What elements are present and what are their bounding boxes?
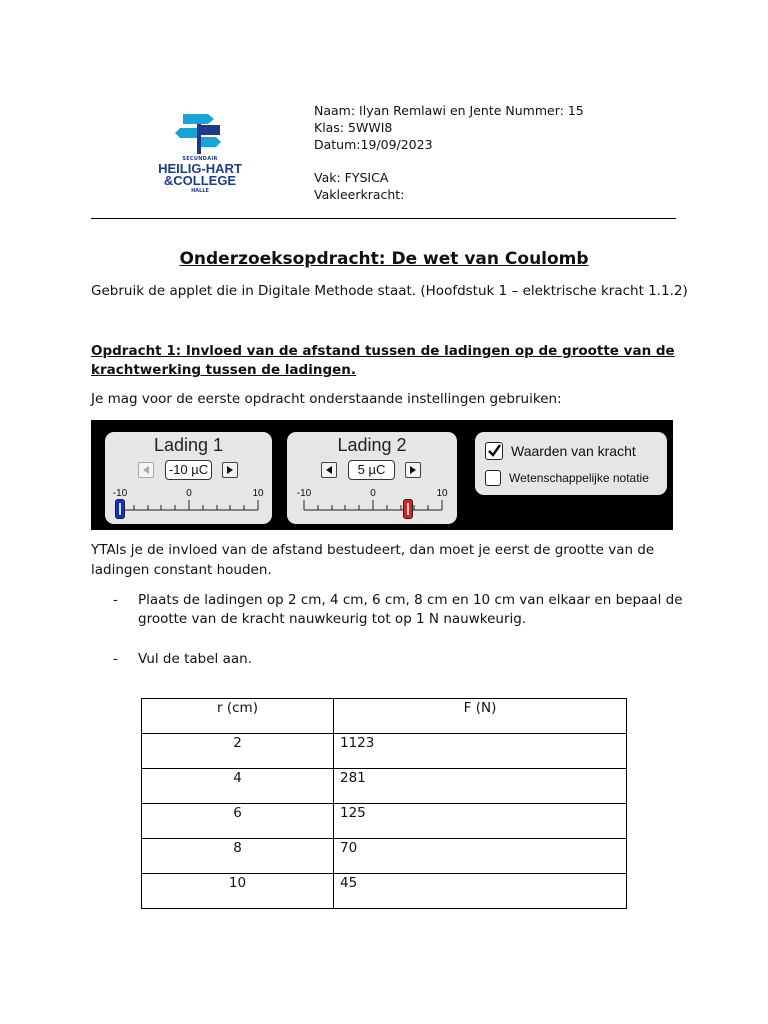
charge2-decrease-button[interactable]: [321, 462, 337, 478]
arrow-left-icon: [139, 463, 153, 477]
header-subject-line: Vak: FYSICA: [314, 170, 389, 185]
cell-f: 281: [334, 769, 627, 804]
cell-f: 125: [334, 804, 627, 839]
cell-r: 4: [142, 769, 334, 804]
force-values-label: Waarden van kracht: [511, 443, 636, 459]
header-class-line: Klas: 5WWI8: [314, 120, 393, 135]
applet-settings-image: [91, 420, 673, 530]
header-name-line: Naam: Ilyan Remlawi en Jente Nummer: 15: [314, 103, 584, 118]
cell-f: 45: [334, 874, 627, 909]
charge1-slider-track[interactable]: [115, 500, 265, 512]
cell-r: 2: [142, 734, 334, 769]
cell-r: 10: [142, 874, 334, 909]
table-row: [142, 734, 627, 769]
intro-text: Gebruik de applet die in Digitale Methode staat. (Hoofdstuk 1 – elektrische kracht 1.1.2): [91, 283, 688, 299]
charge1-slider-knob[interactable]: [115, 499, 125, 519]
assignment-heading-line1: Opdracht 1: Invloed van de afstand tussen de ladingen op de grootte van de: [91, 343, 675, 359]
cell-r: 8: [142, 839, 334, 874]
table-row: [142, 804, 627, 839]
header-divider: [91, 218, 676, 219]
charge2-max-label: 10: [436, 488, 448, 499]
charge2-panel: [287, 432, 457, 524]
options-panel: [475, 432, 667, 495]
school-logo: [150, 108, 250, 200]
charge2-min-label: -10: [296, 488, 312, 499]
arrow-right-icon: [223, 463, 237, 477]
charge1-title: Lading 1: [153, 435, 224, 455]
logo-line-heilig-hart: HEILIG-HART: [158, 161, 242, 176]
option-force-values[interactable]: [485, 442, 636, 460]
charge2-slider-track[interactable]: [299, 500, 449, 512]
charge2-slider-knob[interactable]: [403, 499, 413, 519]
cell-r: 6: [142, 804, 334, 839]
logo-line-secundair: SECUNDAIR: [182, 156, 218, 162]
charge1-mid-label: 0: [186, 488, 192, 499]
header-r: r (cm): [142, 699, 334, 734]
logo-line-college: &COLLEGE: [163, 173, 237, 188]
force-values-checkbox[interactable]: [485, 442, 503, 460]
table-header-row: [142, 699, 627, 734]
paragraph-line1: YTAls je de invloed van de afstand bestudeert, dan moet je eerst de grootte van de: [91, 542, 655, 558]
paragraph-line2: ladingen constant houden.: [91, 562, 272, 578]
results-table: [141, 698, 627, 909]
bullet2-text: Vul de tabel aan.: [138, 651, 252, 667]
table-row: [142, 839, 627, 874]
arrow-left-icon: [322, 463, 336, 477]
cell-f: 1123: [334, 734, 627, 769]
table-row: [142, 874, 627, 909]
option-scientific-notation[interactable]: [485, 470, 649, 486]
page-title: Onderzoeksopdracht: De wet van Coulomb: [179, 249, 589, 269]
settings-text: Je mag voor de eerste opdracht onderstaande instellingen gebruiken:: [91, 391, 562, 407]
charge2-value: 5 µC: [348, 460, 395, 480]
bullet-dash: -: [113, 651, 118, 667]
charge2-increase-button[interactable]: [405, 462, 421, 478]
cell-f: 70: [334, 839, 627, 874]
charge1-max-label: 10: [252, 488, 264, 499]
charge1-min-label: -10: [112, 488, 128, 499]
logo-line-halle: HALLE: [191, 188, 209, 194]
checkmark-icon: [486, 443, 502, 459]
header-teacher-line: Vakleerkracht:: [314, 187, 405, 202]
bullet1-line2: grootte van de kracht nauwkeurig tot op 1 N nauwkeurig.: [138, 611, 527, 627]
bullet1-line1: Plaats de ladingen op 2 cm, 4 cm, 6 cm, 8 cm en 10 cm van elkaar en bepaal de: [138, 592, 683, 608]
charge1-value: -10 µC: [165, 460, 212, 480]
charge2-mid-label: 0: [370, 488, 376, 499]
scientific-notation-checkbox[interactable]: [485, 470, 501, 486]
bullet-dash: -: [113, 592, 118, 608]
table-row: [142, 769, 627, 804]
header-date-line: Datum:19/09/2023: [314, 137, 433, 152]
charge1-increase-button[interactable]: [222, 462, 238, 478]
assignment-heading-line2: krachtwerking tussen de ladingen.: [91, 362, 356, 378]
charge2-title: Lading 2: [337, 435, 407, 455]
charge1-decrease-button[interactable]: [138, 462, 154, 478]
header-f: F (N): [334, 699, 627, 734]
scientific-notation-label: Wetenschappelijke notatie: [509, 471, 649, 485]
charge1-panel: [105, 432, 272, 524]
arrow-right-icon: [406, 463, 420, 477]
